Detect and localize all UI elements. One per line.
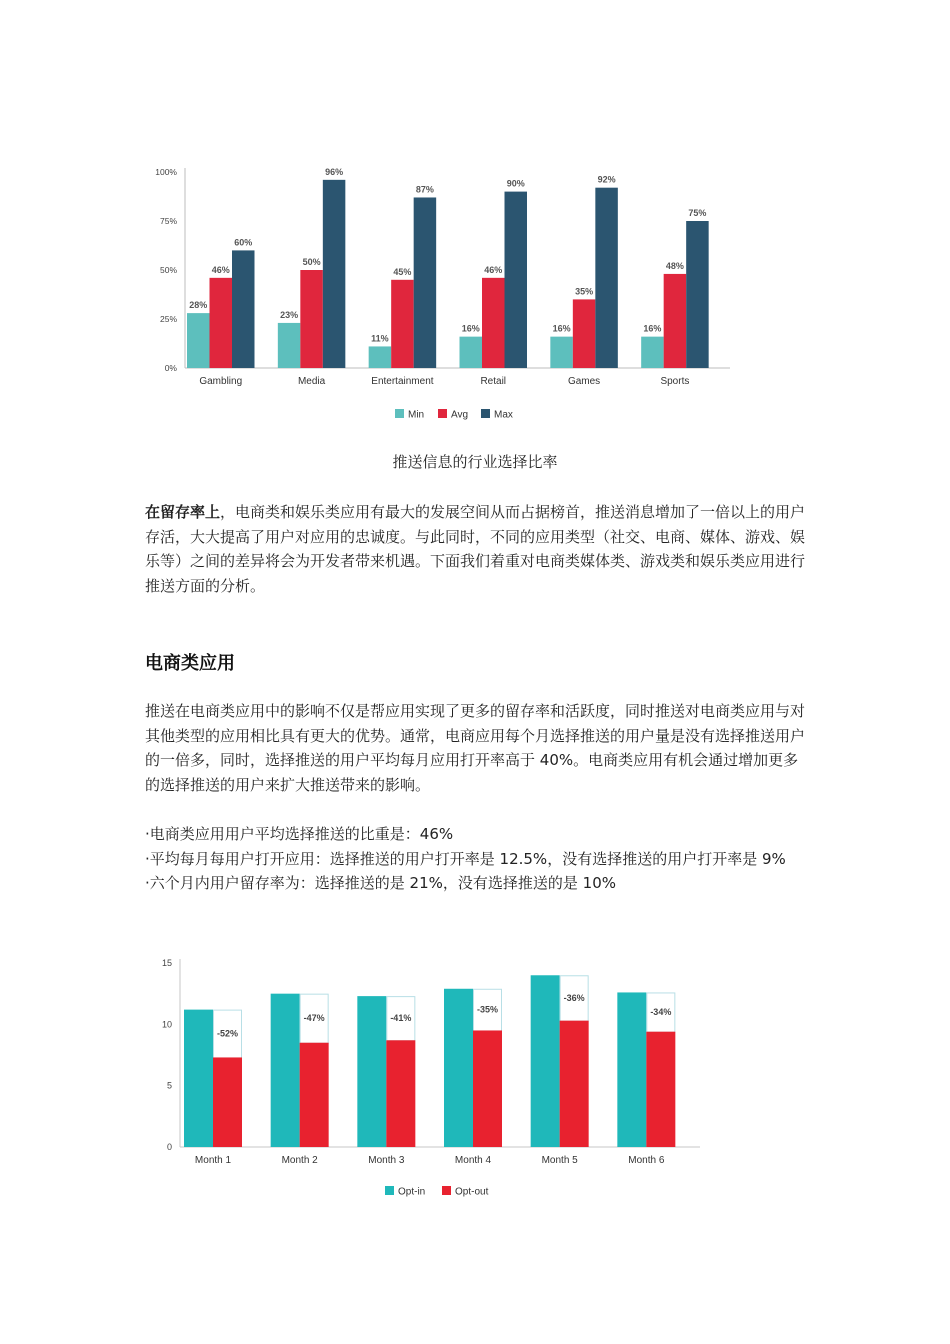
data-label: 46% [484,264,503,275]
data-label: 16% [643,323,662,334]
retention-paragraph-lead: 在留存率上 [145,503,221,521]
data-label: 75% [688,208,707,218]
x-tick-label: Games [567,376,601,387]
bar-opt-out [646,1032,675,1147]
difference-label: -34% [650,1007,672,1018]
difference-label: -41% [390,1013,412,1024]
bar-opt-out [300,1043,329,1147]
x-tick-label: Month 2 [281,1155,318,1166]
x-tick-label: Retail [480,376,507,387]
retention-paragraph-body: ，电商类和娱乐类应用有最大的发展空间从而占据榜首，推送消息增加了一倍以上的用户存活，大大提高了用户对应用的忠诚度。与此同时，不同的应用类型（社交、电商、媒体、游戏、娱乐等）之间的差异将会为开发者带来机遇。下面我们着重对电商类媒体类、游戏类和娱乐类应用进行推送方面的分析。 [145,503,806,595]
retention-paragraph [145,500,810,598]
bar-opt-in [531,975,560,1147]
legend-swatch-max [481,409,490,418]
bar-max [505,192,528,368]
stats-list [145,822,810,896]
bar-min [278,323,301,368]
legend-swatch-opt-in [385,1186,394,1195]
legend-label: Opt-in [398,1186,426,1198]
bar-max [686,221,709,368]
bar-opt-out [386,1040,415,1147]
bar-min [550,337,573,368]
x-tick-label: Month 6 [628,1155,665,1166]
ecommerce-paragraph: 推送在电商类应用中的影响不仅是帮应用实现了更多的留存率和活跃度，同时推送对电商类应用与对其他类型的应用相比具有更大的优势。通常，电商应用每个月选择推送的用户量是没有选择推送用户的一倍多，同时，选择推送的用户平均每月应用打开率高于 40%。电商类应用有机会通过增加更多的选择推送的用户来扩大推送带来的影响。 [145,702,806,794]
data-label: 87% [415,184,434,195]
bar-min [187,313,210,368]
legend-swatch-avg [438,409,447,418]
data-label: 96% [325,166,344,177]
bar-min [641,337,664,368]
bar-min [369,346,392,368]
data-label: 16% [461,323,480,334]
y-tick-label: 10 [161,1019,172,1030]
legend-label: Max [494,409,513,421]
difference-label: -47% [303,1013,325,1024]
section-heading: 电商类应用 [145,653,235,674]
bar-opt-in [617,992,646,1147]
legend-swatch-opt-out [442,1186,451,1195]
y-tick-label: 50% [159,265,177,275]
data-label: 48% [665,260,684,271]
bar-opt-out [213,1057,242,1147]
data-label: 11% [371,333,389,344]
x-tick-label: Sports [660,376,690,387]
y-tick-label: 0 [166,1142,172,1152]
data-label: 50% [302,257,321,267]
list-item: ·平均每月每用户打开应用：选择推送的用户打开率是 12.5%，没有选择推送的用户打开率是 9% [145,849,786,868]
data-label: 35% [575,286,594,297]
data-label: 60% [234,237,253,248]
chart-caption: 推送信息的行业选择比率 [392,453,558,471]
data-label: 90% [506,178,525,189]
x-tick-label: Media [297,376,326,387]
x-tick-label: Month 1 [194,1155,232,1166]
bar-avg [300,270,323,368]
legend-swatch-min [395,409,404,418]
x-tick-label: Entertainment [371,376,434,387]
list-item: ·六个月内用户留存率为：选择推送的是 21%，没有选择推送的是 10% [145,874,616,893]
bar-avg [391,280,414,368]
bar-max [595,188,618,368]
bar-max [414,197,437,368]
difference-label: -52% [216,1028,239,1039]
y-tick-label: 15 [161,958,172,968]
monthly-opens-chart [140,945,710,1210]
data-label: 23% [280,309,299,320]
y-tick-label: 25% [159,314,177,324]
difference-label: -36% [563,992,585,1003]
legend-label: Opt-out [455,1186,489,1198]
bar-avg [664,274,687,368]
data-label: 16% [552,323,571,334]
x-tick-label: Month 4 [454,1155,492,1166]
bar-opt-in [271,994,300,1147]
y-tick-label: 75% [159,216,177,226]
bar-opt-in [444,989,473,1147]
bar-opt-out [473,1030,502,1147]
bar-opt-out [560,1021,589,1147]
x-tick-label: Month 3 [368,1155,405,1166]
bar-min [460,337,483,368]
list-item: ·电商类应用用户平均选择推送的比重是：46% [145,825,454,843]
x-tick-label: Gambling [199,376,243,387]
bar-max [323,180,346,368]
bar-avg [482,278,505,368]
data-label: 28% [189,300,208,311]
data-label: 92% [597,174,616,185]
x-tick-label: Month 5 [541,1155,578,1166]
bar-avg [210,278,233,368]
data-label: 45% [393,266,412,277]
industry-opt-in-chart [140,160,740,430]
difference-label: -35% [476,1004,499,1015]
bar-opt-in [184,1010,213,1147]
bar-opt-in [357,996,386,1147]
legend-label: Min [408,409,425,421]
legend-label: Avg [451,409,469,421]
bar-avg [573,299,596,368]
y-tick-label: 0% [164,363,177,373]
bar-max [232,250,255,368]
y-tick-label: 100% [155,167,177,177]
y-tick-label: 5 [166,1080,172,1091]
data-label: 46% [211,264,230,275]
